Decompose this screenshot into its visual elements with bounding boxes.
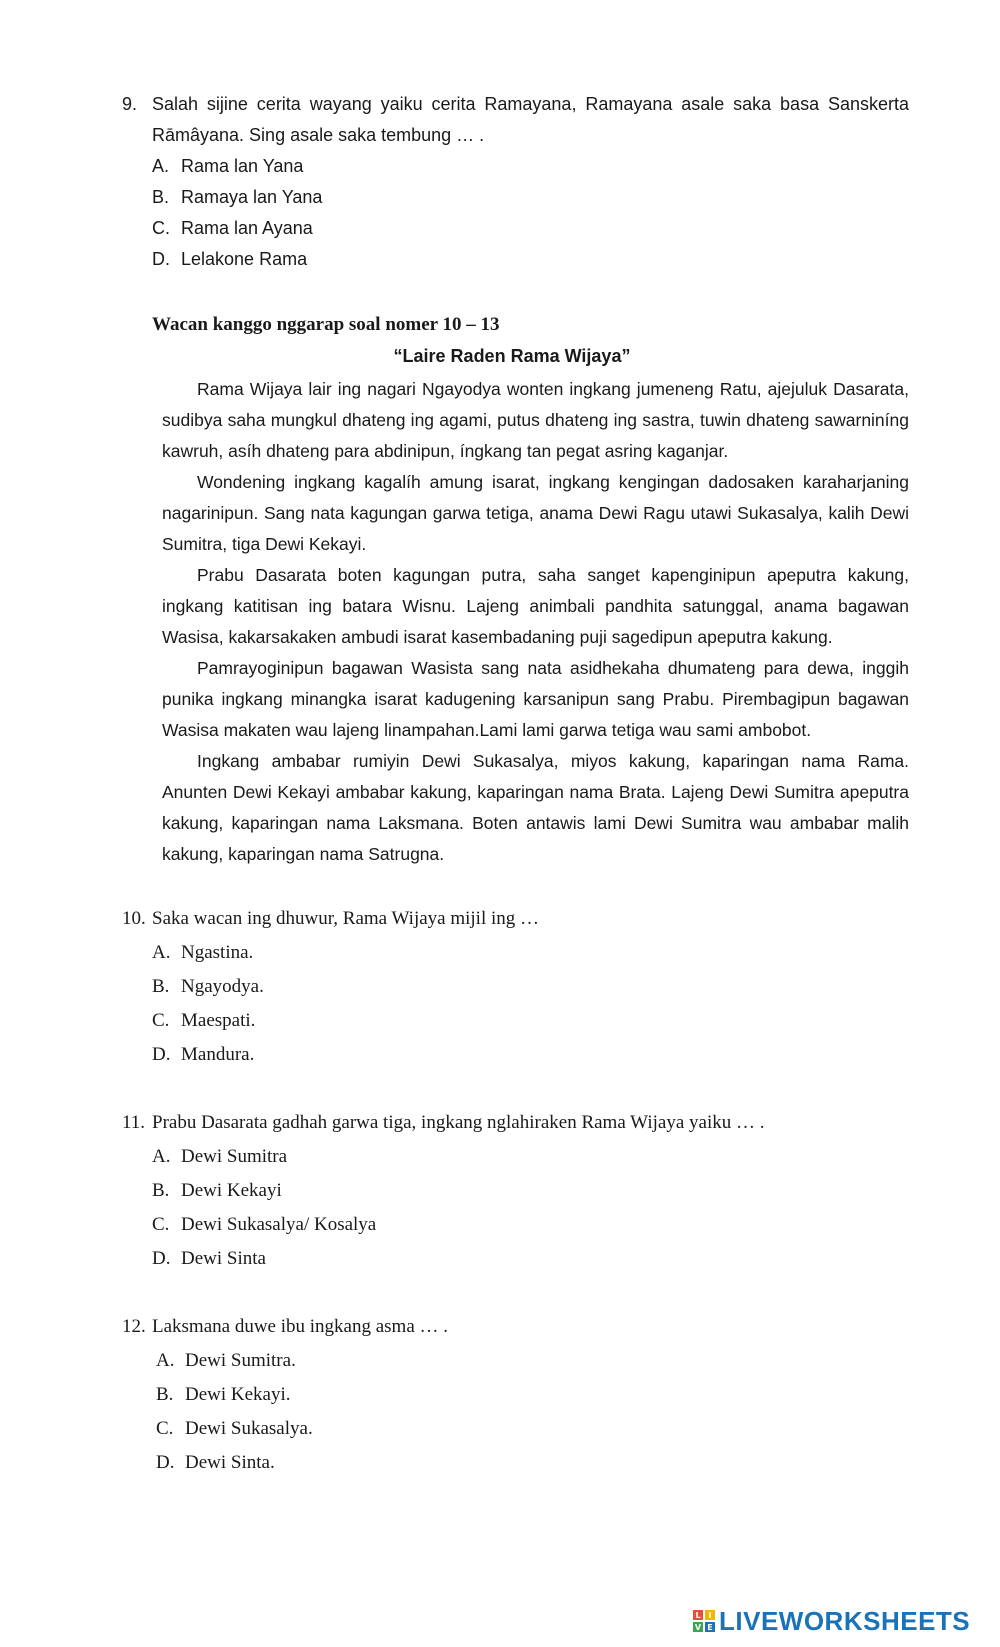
option-a[interactable]: Dewi Sumitra. [185,1350,296,1371]
option-letter: D. [152,1044,171,1065]
option-letter: C. [152,1010,170,1031]
question-number: 11. [122,1112,146,1133]
option-b[interactable]: Ramaya lan Yana [181,187,323,207]
option-letter: C. [152,1214,170,1235]
option-a[interactable]: Dewi Sumitra [181,1146,288,1167]
option-d[interactable]: Lelakone Rama [181,249,308,269]
option-letter: A. [152,1146,171,1167]
option-c[interactable]: Dewi Sukasalya/ Kosalya [181,1214,377,1235]
question-text-line-2: Rāmâyana. Sing asale saka tembung … . [152,125,485,145]
logo-mark-letter: V [694,1622,702,1632]
option-letter: A. [156,1350,175,1371]
question-text: Prabu Dasarata gadhah garwa tiga, ingkang nglahiraken Rama Wijaya yaiku … . [152,1112,765,1133]
passage-paragraph: Prabu Dasarata boten kagungan putra, saha sanget kapenginipun apeputra kakung, ingkang katitisan ing batara Wisnu. Lajeng animbali pandhita satunggal, anama bagawan Wasisa, kakarsakaken ambudi isarat kasembadaning puji sagedipun apeputra kakung. [162,565,909,647]
brand-name: LIVEWORKSHEETS [719,1605,971,1636]
option-letter: B. [152,976,170,997]
option-d[interactable]: Dewi Sinta. [185,1452,275,1473]
option-letter: C. [152,218,170,238]
question-number: 10. [122,908,146,929]
passage-paragraph: Pamrayoginipun bagawan Wasista sang nata asidhekaha dhumateng para dewa, inggih punika ingkang minangka isarat kadugening karsanipun sang Prabu. Pirembagipun bagawan Wasisa makaten wau lajeng linampahan.Lami lami garwa tetiga wau sami ambobot. [162,658,909,740]
question-text: Laksmana duwe ibu ingkang asma … . [152,1316,449,1337]
question-text-line-1: Salah sijine cerita wayang yaiku cerita Ramayana, Ramayana asale saka basa Sanskerta [152,94,909,114]
passage-paragraph: Wondening ingkang kagalíh amung isarat, ingkang kengingan dadosaken karaharjaning nagarinipun. Sang nata kagungan garwa tetiga, anama Dewi Ragu utawi Sukasalya, kalih Dewi Sumitra, tiga Dewi Kekayi. [162,472,909,554]
reading-heading: Wacan kanggo nggarap soal nomer 10 – 13 [152,314,500,335]
option-c[interactable]: Rama lan Ayana [181,218,313,238]
liveworksheets-logo [693,1605,970,1637]
option-letter: D. [152,1248,171,1269]
option-c[interactable]: Maespati. [181,1010,256,1031]
reading-title: “Laire Raden Rama Wijaya” [393,346,631,366]
passage-paragraph: Rama Wijaya lair ing nagari Ngayodya wonten ingkang jumeneng Ratu, ajejuluk Dasarata, sudibya saha mungkul dhateng ing agami, putus dhateng ing sastra, tuwin dhateng sawarniníng kawruh, asíh dhateng para abdinipun, íngkang tan pegat asring kaganjar. [162,379,909,461]
logo-mark-letter: E [705,1622,715,1632]
question-number: 12. [122,1316,146,1337]
option-letter: B. [156,1384,174,1405]
option-d[interactable]: Dewi Sinta [181,1248,266,1269]
option-d[interactable]: Mandura. [181,1044,255,1065]
logo-mark-icon [693,1610,715,1632]
option-letter: D. [156,1452,175,1473]
question-text: Saka wacan ing dhuwur, Rama Wijaya mijil ing … [152,908,540,929]
option-a[interactable]: Rama lan Yana [181,156,304,176]
option-a[interactable]: Ngastina. [181,942,254,963]
option-b[interactable]: Dewi Kekayi [181,1180,282,1201]
option-letter: C. [156,1418,174,1439]
option-letter: D. [152,249,170,269]
passage-paragraph: Ingkang ambabar rumiyin Dewi Sukasalya, miyos kakung, kaparingan nama Rama. Anunten Dewi Kekayi ambabar kakung, kaparingan nama Brata. Lajeng Dewi Sumitra apeputra kakung, kaparingan nama Laksmana. Boten antawis lami Dewi Sumitra wau ambabar malih kakung, kaparingan nama Satrugna. [162,751,909,864]
question-number: 9. [122,94,138,114]
option-letter: B. [152,1180,170,1201]
option-b[interactable]: Dewi Kekayi. [185,1384,291,1405]
option-c[interactable]: Dewi Sukasalya. [185,1418,313,1439]
logo-mark-letter: L [693,1610,703,1620]
option-letter: A. [152,156,170,176]
option-letter: A. [152,942,171,963]
option-letter: B. [152,187,170,207]
option-b[interactable]: Ngayodya. [181,976,264,997]
logo-mark-letter: I [705,1610,715,1620]
